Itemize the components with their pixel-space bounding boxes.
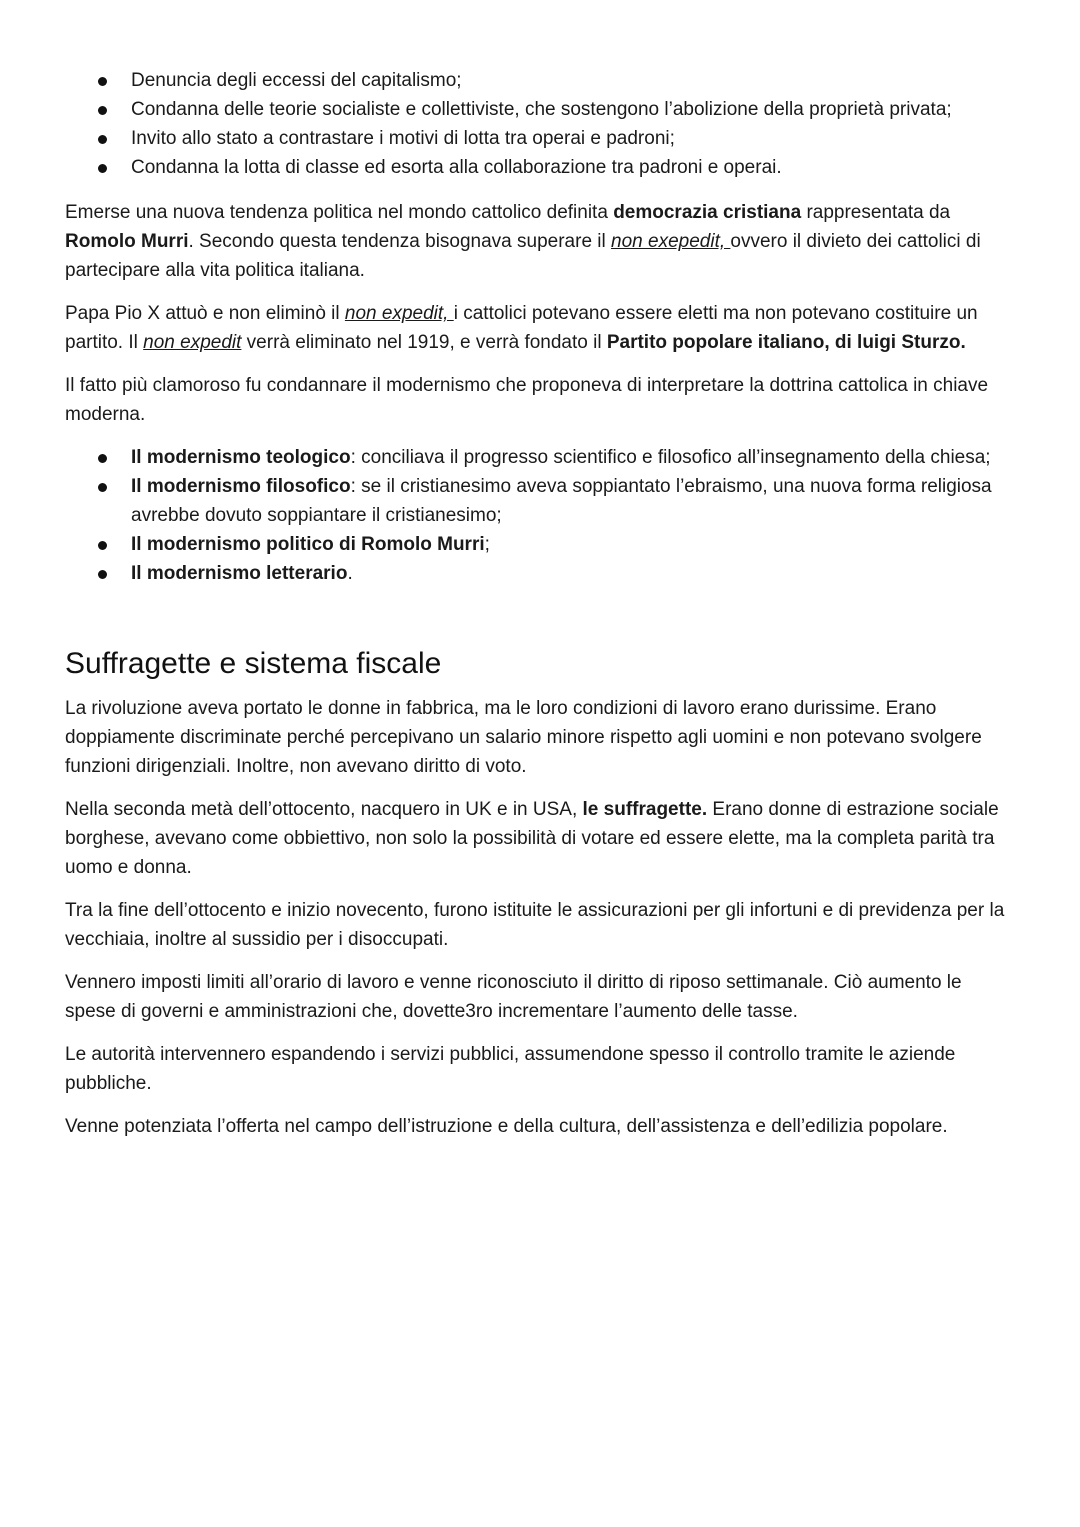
text-span: Emerse una nuova tendenza politica nel mondo cattolico definita xyxy=(65,202,614,223)
list-item-text: : se il cristianesimo aveva soppiantato l’ebraismo, una nuova forma religiosa avrebbe dovuto soppiantare il cristianesimo; xyxy=(131,476,992,526)
paragraph-donne-fabbrica: La rivoluzione aveva portato le donne in fabbrica, ma le loro condizioni di lavoro erano durissime. Erano doppiamente discriminate perché percepivano un salario minore rispetto agli uomini e non potevano svolgere funzioni dirigenziali. Inoltre, non avevano diritto di voto. xyxy=(65,698,982,777)
text-span: . Secondo questa tendenza bisognava superare il xyxy=(188,231,612,252)
text-span: verrà eliminato nel 1919, e verrà fondato il xyxy=(241,332,607,353)
bullet-icon xyxy=(98,454,107,463)
list-item-text: Invito allo stato a contrastare i motivi di lotta tra operai e padroni; xyxy=(131,128,675,149)
text-span: Erano donne di estrazione sociale borghese, avevano come obbiettivo, non solo la possibilità di votare ed essere elette, ma la completa parità tra uomo e donna. xyxy=(65,799,999,878)
list-item xyxy=(65,153,1015,182)
bullet-icon xyxy=(98,164,107,173)
list-item-text: Denuncia degli eccessi del capitalismo; xyxy=(131,70,462,91)
bold-term: Il modernismo letterario xyxy=(131,563,348,584)
bold-term: democrazia cristiana xyxy=(613,202,802,223)
paragraph-pio-x xyxy=(65,299,1015,357)
underlined-term: non exepedit, xyxy=(611,231,731,252)
paragraph-istruzione: Venne potenziata l’offerta nel campo dell’istruzione e della cultura, dell’assistenza e dell’edilizia popolare. xyxy=(65,1116,948,1137)
paragraph-orario-lavoro: Vennero imposti limiti all’orario di lavoro e venne riconosciuto il diritto di riposo settimanale. Ciò aumento le spese di governi e amministrazioni che, dovette3ro incrementare l’aumento delle tasse. xyxy=(65,972,962,1022)
bold-term: Il modernismo teologico xyxy=(131,447,351,468)
encyclical-points-list xyxy=(65,66,1015,182)
paragraph-servizi-pubblici: Le autorità intervennero espandendo i servizi pubblici, assumendone spesso il controllo tramite le aziende pubbliche. xyxy=(65,1044,956,1094)
paragraph-democrazia-cristiana xyxy=(65,198,1015,285)
bold-term: Il modernismo filosofico xyxy=(131,476,351,497)
underlined-term: non expedit xyxy=(143,332,242,353)
bullet-icon xyxy=(98,106,107,115)
list-item xyxy=(65,472,1015,530)
list-item xyxy=(65,530,1015,559)
list-item-text: Condanna la lotta di classe ed esorta alla collaborazione tra padroni e operai. xyxy=(131,157,782,178)
modernism-types-list xyxy=(65,443,1015,588)
list-item xyxy=(65,66,1015,95)
list-item-text: . xyxy=(347,563,353,584)
list-item-text: Condanna delle teorie socialiste e collettiviste, che sostengono l’abolizione della proprietà privata; xyxy=(131,99,952,120)
list-item xyxy=(65,95,1015,124)
paragraph-suffragette xyxy=(65,795,1015,882)
section-title: Suffragette e sistema fiscale xyxy=(65,647,442,680)
underlined-term: non expedit, xyxy=(344,303,454,324)
list-item-text: ; xyxy=(484,534,490,555)
text-span: rappresentata da xyxy=(801,202,951,223)
bold-term: le suffragette. xyxy=(582,799,708,820)
bold-term: Il modernismo politico di Romolo Murri xyxy=(131,534,485,555)
list-item xyxy=(65,559,1015,588)
list-item xyxy=(65,443,1015,472)
paragraph-assicurazioni: Tra la fine dell’ottocento e inizio novecento, furono istituite le assicurazioni per gli infortuni e di previdenza per la vecchiaia, inoltre al sussidio per i disoccupati. xyxy=(65,900,1005,950)
document-page xyxy=(65,66,1015,1141)
bullet-icon xyxy=(98,135,107,144)
text-span: Papa Pio X attuò e non eliminò il xyxy=(65,303,345,324)
list-item xyxy=(65,124,1015,153)
paragraph-modernismo: Il fatto più clamoroso fu condannare il modernismo che proponeva di interpretare la dottrina cattolica in chiave moderna. xyxy=(65,375,989,425)
list-item-text: : conciliava il progresso scientifico e filosofico all’insegnamento della chiesa; xyxy=(350,447,991,468)
bold-term: Partito popolare italiano, di luigi Sturzo. xyxy=(606,332,966,353)
bullet-icon xyxy=(98,541,107,550)
bullet-icon xyxy=(98,77,107,86)
bullet-icon xyxy=(98,570,107,579)
text-span: i cattolici potevano essere eletti ma non potevano costituire un partito. Il xyxy=(65,303,978,353)
bold-term: Romolo Murri xyxy=(65,231,189,252)
text-span: Nella seconda metà dell’ottocento, nacquero in UK e in USA, xyxy=(65,799,583,820)
text-span: ovvero il divieto dei cattolici di partecipare alla vita politica italiana. xyxy=(65,231,981,281)
bullet-icon xyxy=(98,483,107,492)
